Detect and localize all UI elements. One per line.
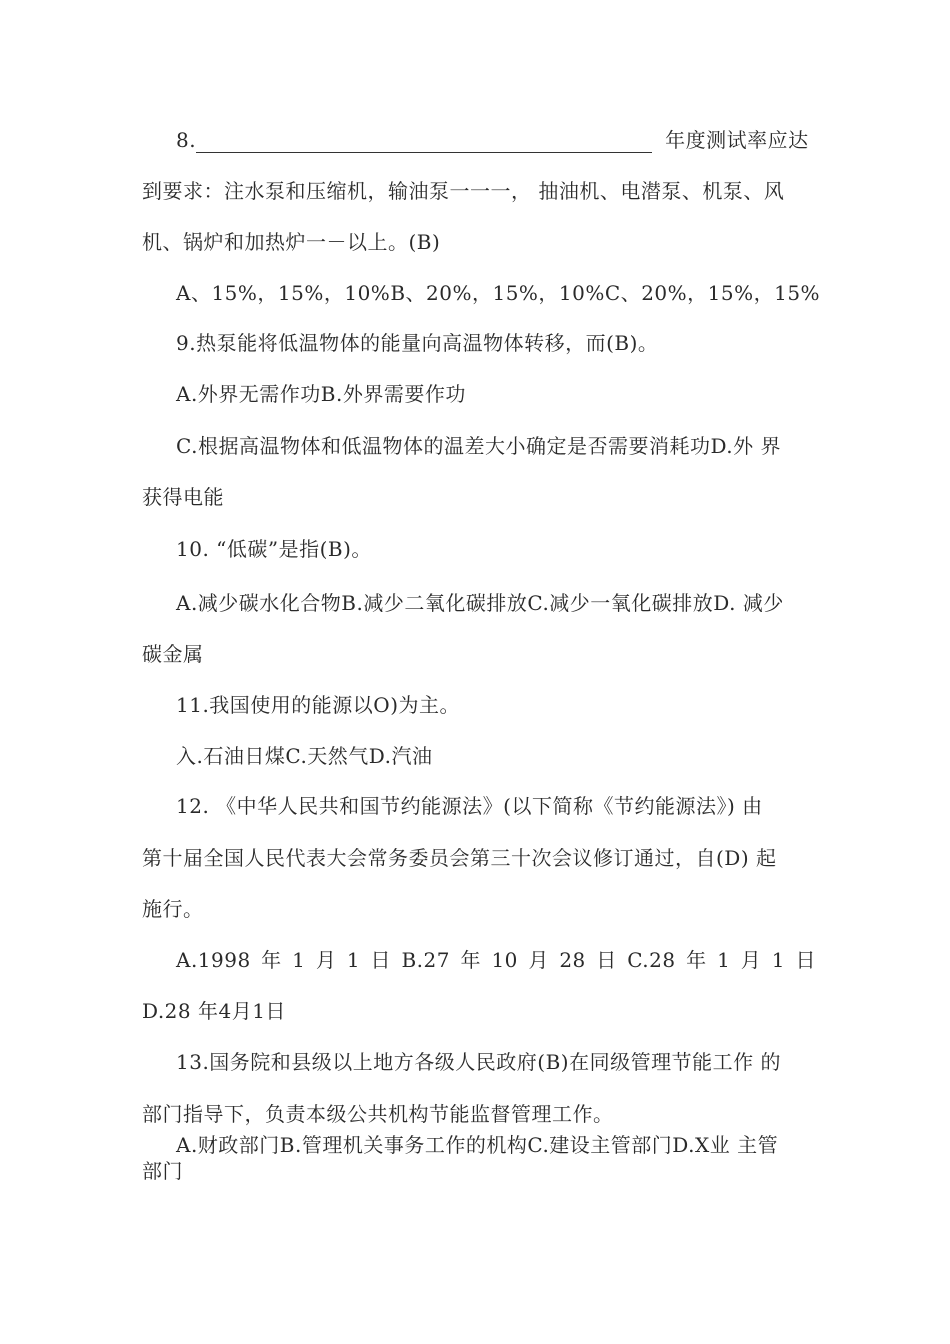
q12-stem-line1: 12. 《中华人民共和国节约能源法》(以下简称《节约能源法》) 由: [176, 794, 763, 818]
q8-answer-blank: [196, 132, 652, 153]
q12-option-token: 日: [596, 948, 617, 972]
q8-option-token: 15%，: [277, 281, 345, 305]
q12-option-token: 月: [528, 948, 549, 972]
q10-stem: 10. “低碳”是指(B)。: [176, 537, 372, 561]
q8-line3: 机、锅炉和加热炉一－以上。(B): [142, 230, 441, 254]
q12-option-token: 年: [460, 948, 481, 972]
q8-option-token: A、: [176, 281, 212, 305]
q8-option-token: 15%，: [492, 281, 559, 305]
q12-option-token: 日: [370, 948, 392, 972]
q8-number: 8.: [176, 128, 197, 152]
q12-option-token: 月: [315, 948, 337, 972]
q12-option-token: A.1998: [176, 948, 251, 972]
q10-options-cont: 碳金属: [142, 642, 204, 666]
q12-option-token: 1: [292, 948, 306, 972]
q12-options: [176, 947, 816, 973]
q8-line2: 到要求：注水泵和压缩机，输油泵一一一， 抽油机、电潜泵、机泵、风: [142, 179, 785, 203]
q12-option-token: C.28: [627, 948, 676, 972]
q12-option-token: 日: [795, 948, 816, 972]
q12-option-token: 10: [491, 948, 518, 972]
q12-option-token: 28: [559, 948, 586, 972]
q13-options-cont: 部门: [142, 1159, 183, 1183]
q12-stem-line2: 第十届全国人民代表大会常务委员会第三十次会议修订通过，自(D) 起: [142, 846, 777, 870]
q8-option-token: 15%，: [707, 281, 775, 305]
q12-option-token: 月: [740, 948, 762, 972]
q8-line1-tail: 年度测试率应达: [665, 128, 809, 152]
q11-options: 入.石油日煤C.天然气D.汽油: [176, 744, 433, 768]
q8-option-token: 15%，: [211, 281, 278, 305]
q12-option-token: B.27: [401, 948, 450, 972]
q12-option-token: 1: [717, 948, 731, 972]
q8-option-token: 15%: [774, 281, 821, 305]
q10-options: A.减少碳水化合物B.减少二氧化碳排放C.减少一氧化碳排放D. 减少: [176, 591, 784, 615]
q9-options-ab: A.外界无需作功B.外界需要作功: [176, 382, 466, 406]
q11-stem: 11.我国使用的能源以O)为主。: [176, 693, 461, 717]
q12-option-token: 1: [346, 948, 361, 972]
q12-stem-line3: 施行。: [142, 897, 204, 921]
q9-option-d-cont: 获得电能: [142, 485, 224, 509]
q8-options: [176, 280, 821, 306]
q8-option-token: 10%B、: [344, 281, 427, 305]
q13-stem-line1: 13.国务院和县级以上地方各级人民政府(B)在同级管理节能工作 的: [176, 1050, 781, 1074]
q12-option-token: 年: [686, 948, 707, 972]
q9-stem: 9.热泵能将低温物体的能量向高温物体转移，而(B)。: [176, 331, 659, 355]
q13-stem-line2: 部门指导下，负责本级公共机构节能监督管理工作。: [142, 1102, 614, 1126]
q9-options-cd: C.根据高温物体和低温物体的温差大小确定是否需要消耗功D.外 界: [176, 434, 781, 458]
q8-option-token: 20%，: [426, 281, 493, 305]
q8-option-token: 10%C、: [558, 281, 642, 305]
q8-option-token: 20%，: [641, 281, 708, 305]
q12-options-cont: D.28 年4月1日: [142, 999, 286, 1023]
q12-option-token: 年: [261, 948, 282, 972]
q12-option-token: 1: [771, 948, 785, 972]
q13-options: A.财政部门B.管理机关事务工作的机构C.建设主管部门D.X业 主管: [176, 1133, 779, 1157]
q8-line1: [176, 127, 809, 153]
